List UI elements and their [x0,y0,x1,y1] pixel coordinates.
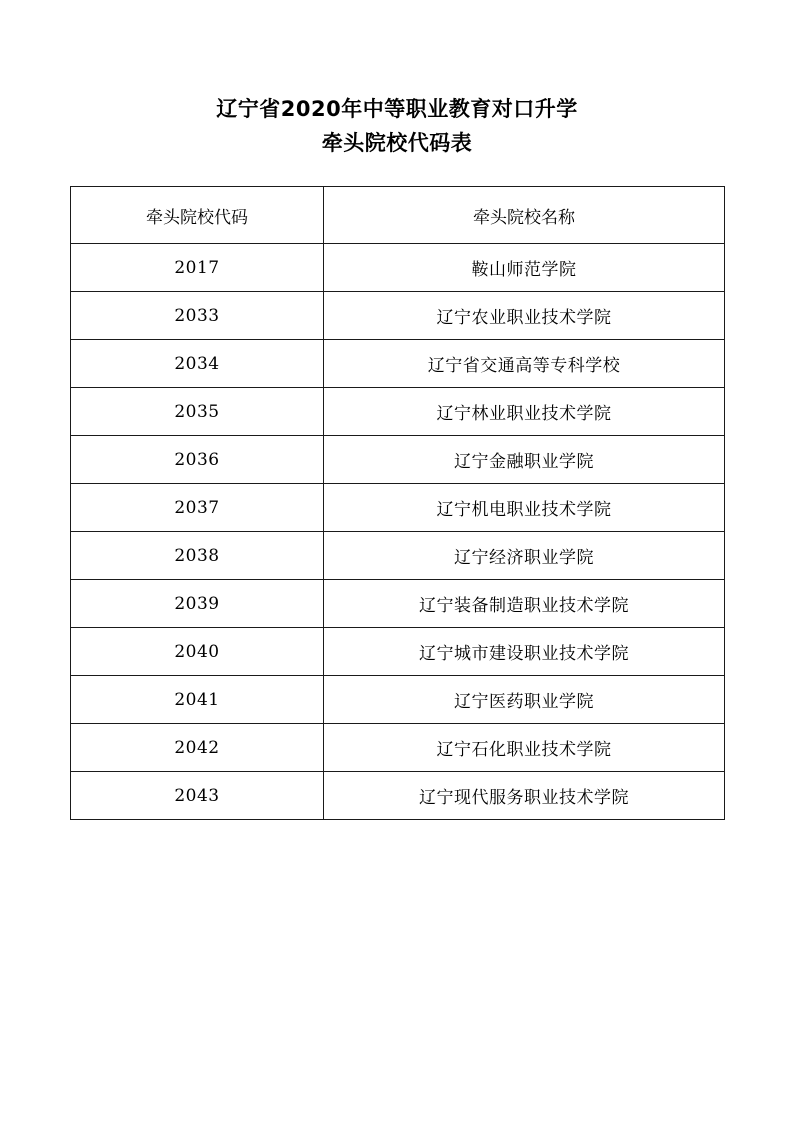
table-row [71,292,725,340]
cell-code: 2038 [71,532,324,580]
cell-code: 2040 [71,628,324,676]
column-header-name: 牵头院校名称 [324,187,725,244]
cell-code: 2034 [71,340,324,388]
cell-code: 2043 [71,772,324,820]
table-row [71,724,725,772]
cell-name: 辽宁现代服务职业技术学院 [324,772,725,820]
cell-name: 辽宁林业职业技术学院 [324,388,725,436]
table-row [71,244,725,292]
table-row [71,772,725,820]
cell-name: 辽宁机电职业技术学院 [324,484,725,532]
cell-code: 2041 [71,676,324,724]
table-row [71,436,725,484]
table-row [71,388,725,436]
cell-name: 辽宁城市建设职业技术学院 [324,628,725,676]
table-row [71,580,725,628]
cell-name: 辽宁省交通高等专科学校 [324,340,725,388]
cell-code: 2039 [71,580,324,628]
table-row [71,340,725,388]
cell-name: 鞍山师范学院 [324,244,725,292]
table-row [71,628,725,676]
cell-code: 2017 [71,244,324,292]
cell-name: 辽宁装备制造职业技术学院 [324,580,725,628]
table-row [71,532,725,580]
table-container [0,186,794,820]
page-title-line-1: 辽宁省2020年中等职业教育对口升学 [216,97,578,121]
lead-college-code-table [70,186,725,820]
cell-name: 辽宁农业职业技术学院 [324,292,725,340]
table-header-row [71,187,725,244]
cell-code: 2036 [71,436,324,484]
cell-name: 辽宁石化职业技术学院 [324,724,725,772]
cell-name: 辽宁经济职业学院 [324,532,725,580]
page-title-line-2: 牵头院校代码表 [321,131,473,155]
cell-name: 辽宁医药职业学院 [324,676,725,724]
cell-name: 辽宁金融职业学院 [324,436,725,484]
cell-code: 2033 [71,292,324,340]
cell-code: 2035 [71,388,324,436]
cell-code: 2042 [71,724,324,772]
cell-code: 2037 [71,484,324,532]
column-header-code: 牵头院校代码 [71,187,324,244]
page-title [0,0,794,160]
table-row [71,676,725,724]
table-row [71,484,725,532]
table-body [71,244,725,820]
